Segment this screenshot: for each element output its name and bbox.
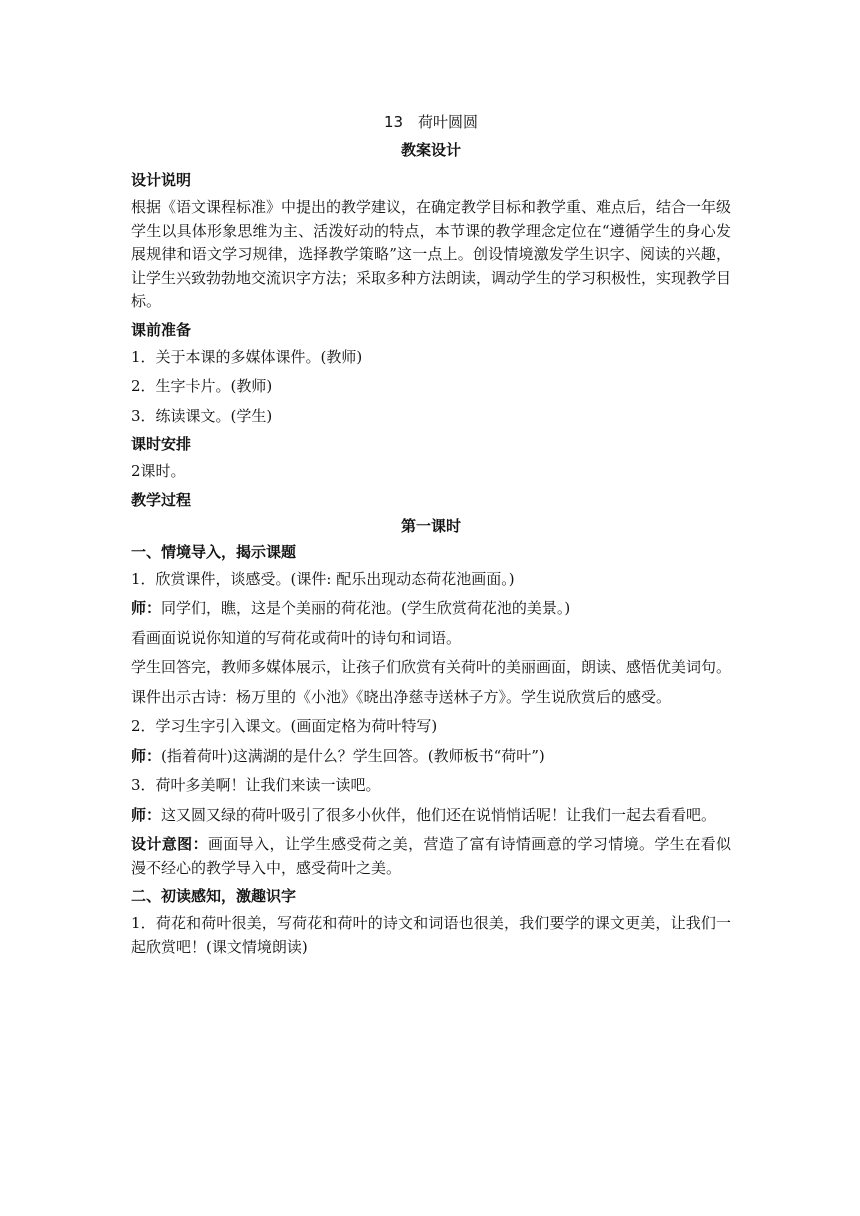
- paragraph: 1．欣赏课件，谈感受。(课件: 配乐出现动态荷花池画面。): [131, 569, 515, 588]
- design-paragraph: 根据《语文课程标准》中提出的教学建议，在确定教学目标和教学重、难点后，结合一年级学生以具体形象思维为主、活泼好动的特点，本节课的教学理念定位在“遵循学生的身心发展规律和语文学习规律，选择教学策略”这一点上。创设情境激发学生识字、阅读的兴趣，让学生兴致勃勃地交流识字方法；采取多种方法朗读，调动学生的学习积极性，实现教学目标。: [131, 198, 732, 310]
- teacher-line: [131, 804, 731, 828]
- process-heading: 教学过程: [131, 490, 192, 509]
- paragraph: 1．荷花和荷叶很美，写荷花和荷叶的诗文和词语也很美，我们要学的课文更美，让我们一起欣赏吧！(课文情境朗读): [131, 914, 731, 956]
- design-intent-label: 设计意图：: [131, 835, 208, 853]
- lesson1-heading: 第一课时: [400, 516, 461, 535]
- prep-item: 1．关于本课的多媒体课件。(教师): [131, 347, 363, 366]
- teacher-label: 师：: [131, 805, 162, 824]
- section2-heading: 二、初读感知，激趣识字: [131, 887, 297, 905]
- design-heading: 设计说明: [131, 171, 192, 189]
- teacher-line: [131, 745, 731, 769]
- teacher-text: (指着荷叶)这满湖的是什么？学生回答。(教师板书“荷叶”): [161, 746, 545, 765]
- document-page: [131, 112, 731, 965]
- teacher-label: 师：: [131, 746, 162, 765]
- paragraph: 看画面说说你知道的写荷花或荷叶的诗句和词语。: [131, 628, 462, 647]
- prep-item: 2．生字卡片。(教师): [131, 377, 273, 395]
- schedule-heading: 课时安排: [131, 435, 192, 453]
- document-subtitle: 教案设计: [400, 141, 461, 159]
- lesson-title: 13 荷叶圆圆: [383, 113, 479, 131]
- teacher-text: 这又圆又绿的荷叶吸引了很多小伙伴，他们还在说悄悄话呢！让我们一起去看看吧。: [161, 805, 717, 824]
- schedule-paragraph: 2课时。: [131, 462, 186, 480]
- prep-item: 3．练读课文。(学生): [131, 406, 273, 425]
- teacher-text: 同学们，瞧，这是个美丽的荷花池。(学生欣赏荷花池的美景。): [161, 599, 571, 617]
- paragraph: 学生回答完，教师多媒体展示，让孩子们欣赏有关荷叶的美丽画面，朗读、感悟优美词句。: [131, 658, 732, 676]
- teacher-line: [131, 597, 731, 621]
- paragraph: 2．学习生字引入课文。(画面定格为荷叶特写): [131, 717, 438, 735]
- paragraph: 3．荷叶多美啊！让我们来读一读吧。: [131, 776, 381, 794]
- prep-heading: 课前准备: [131, 320, 192, 339]
- section1-heading: 一、情境导入，揭示课题: [131, 542, 297, 561]
- teacher-label: 师：: [131, 599, 162, 617]
- design-intent: [131, 833, 731, 880]
- design-intent-text: 画面导入，让学生感受荷之美，营造了富有诗情画意的学习情境。学生在看似漫不经心的教学导入中，感受荷叶之美。: [131, 835, 731, 877]
- paragraph: 课件出示古诗：杨万里的《小池》《晓出净慈寺送林子方》。学生说欣赏后的感受。: [131, 687, 672, 706]
